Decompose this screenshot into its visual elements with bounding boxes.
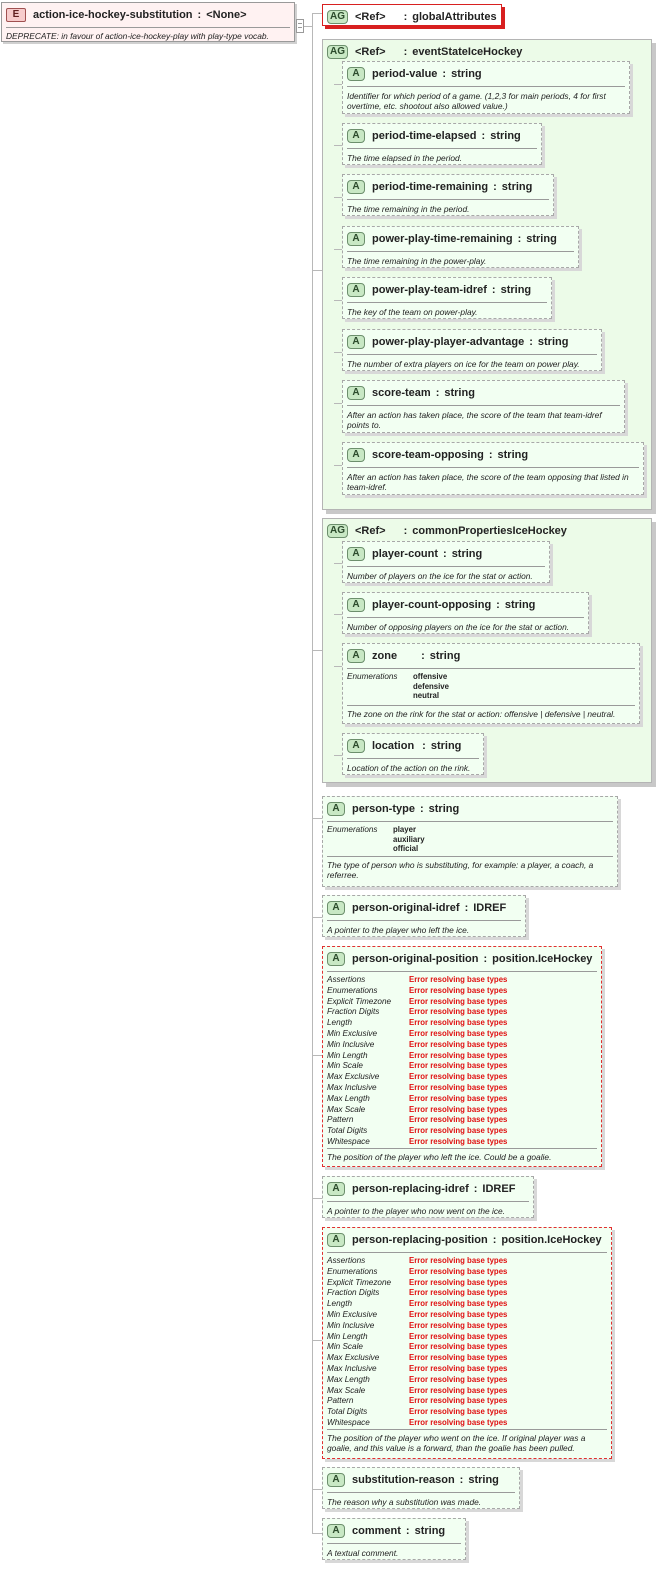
facet-value: Error resolving base types bbox=[409, 1288, 508, 1298]
attribute-badge: A bbox=[327, 802, 345, 816]
facet-label: Min Scale bbox=[327, 1342, 363, 1352]
facet-label: Max Scale bbox=[327, 1104, 366, 1114]
facet-label: Max Scale bbox=[327, 1385, 366, 1395]
attribute-power-play-time-remaining[interactable] bbox=[342, 226, 579, 268]
facet-value: Error resolving base types bbox=[409, 1039, 508, 1049]
facet-row bbox=[327, 1115, 597, 1126]
attribute-name: person-type bbox=[352, 802, 415, 815]
type-separator: : bbox=[464, 901, 469, 914]
facet-row bbox=[327, 1342, 607, 1353]
divider bbox=[327, 1148, 597, 1149]
facet-value: Error resolving base types bbox=[409, 1061, 508, 1071]
group-ref-type: eventStateIceHockey bbox=[412, 45, 523, 58]
facet-value: Error resolving base types bbox=[409, 1309, 508, 1319]
divider bbox=[347, 566, 545, 567]
facet-label: Min Length bbox=[327, 1050, 368, 1060]
enum-value: player bbox=[393, 825, 416, 834]
facet-label: Total Digits bbox=[327, 1407, 368, 1417]
attribute-zone[interactable] bbox=[342, 643, 640, 724]
type-separator: : bbox=[403, 45, 408, 58]
attribute-description: After an action has taken place, the score of the team that team-idref points to. bbox=[347, 410, 602, 430]
facet-label: Max Inclusive bbox=[327, 1082, 377, 1092]
facet-value: Error resolving base types bbox=[409, 1320, 508, 1330]
type-separator: : bbox=[435, 386, 440, 399]
connector-tick bbox=[298, 23, 302, 24]
divider bbox=[347, 251, 574, 252]
facet-row bbox=[327, 1083, 597, 1094]
facet-label: Max Length bbox=[327, 1374, 370, 1384]
attribute-type: string bbox=[451, 547, 483, 560]
facet-value: Error resolving base types bbox=[409, 975, 508, 984]
group-ref-name: <Ref> bbox=[355, 45, 386, 58]
attribute-type: IDREF bbox=[473, 901, 507, 914]
attribute-name: period-value bbox=[372, 67, 438, 80]
facet-value: Error resolving base types bbox=[409, 1299, 508, 1309]
type-separator: : bbox=[419, 802, 424, 815]
facet-list bbox=[327, 1256, 607, 1429]
divider bbox=[347, 405, 620, 406]
facet-value: Error resolving base types bbox=[409, 1028, 508, 1038]
facet-label: Fraction Digits bbox=[327, 1007, 380, 1017]
facet-label: Explicit Timezone bbox=[327, 1277, 392, 1287]
attribute-name: location bbox=[372, 739, 415, 752]
type-separator: : bbox=[473, 1182, 478, 1195]
facet-row bbox=[327, 986, 597, 997]
type-separator: : bbox=[403, 524, 408, 537]
facet-label: Length bbox=[327, 1299, 353, 1309]
facet-row bbox=[327, 1061, 597, 1072]
facet-value: Error resolving base types bbox=[409, 1256, 508, 1265]
attribute-badge: A bbox=[347, 180, 365, 194]
facet-label: Pattern bbox=[327, 1115, 354, 1125]
facet-value: Error resolving base types bbox=[409, 1374, 508, 1384]
facet-value: Error resolving base types bbox=[409, 1353, 508, 1363]
facet-label: Enumerations bbox=[327, 1266, 378, 1276]
facet-row bbox=[327, 1040, 597, 1051]
type-separator: : bbox=[496, 598, 500, 611]
attribute-type: string bbox=[444, 386, 475, 399]
attribute-type: string bbox=[414, 1524, 446, 1537]
divider bbox=[347, 148, 537, 149]
divider bbox=[327, 1492, 515, 1493]
attribute-name: power-play-player-advantage bbox=[372, 335, 525, 348]
type-separator: : bbox=[459, 1473, 464, 1486]
attribute-description: The type of person who is substituting, for example: a player, a coach, a referree. bbox=[327, 860, 594, 880]
facet-label: Assertions bbox=[327, 1256, 366, 1265]
attribute-type: string bbox=[468, 1473, 499, 1486]
attribute-type: string bbox=[428, 802, 460, 815]
attribute-location[interactable] bbox=[342, 733, 484, 775]
divider bbox=[347, 467, 639, 468]
attribute-badge: A bbox=[327, 1233, 345, 1247]
attribute-description: Number of players on the ice for the stat or action. bbox=[347, 571, 533, 581]
facet-label: Max Length bbox=[327, 1093, 370, 1103]
facet-row bbox=[327, 1375, 607, 1386]
facet-row bbox=[327, 1407, 607, 1418]
facet-value: Error resolving base types bbox=[409, 1385, 508, 1395]
attribute-description: Location of the action on the rink. bbox=[347, 763, 471, 773]
attribute-description: The number of extra players on ice for the team on power play. bbox=[347, 359, 580, 369]
facet-label: Min Inclusive bbox=[327, 1039, 375, 1049]
attribute-badge: A bbox=[347, 129, 365, 143]
facet-label: Max Exclusive bbox=[327, 1353, 380, 1363]
attribute-type: string bbox=[501, 180, 533, 193]
attribute-badge: A bbox=[347, 386, 365, 400]
attribute-description: After an action has taken place, the score of the team opposing that listed in team-idref. bbox=[347, 472, 629, 492]
facet-value: Error resolving base types bbox=[409, 1396, 508, 1406]
attribute-person-replacing-position[interactable] bbox=[322, 1227, 612, 1459]
attribute-person-original-idref[interactable] bbox=[322, 895, 526, 937]
facet-label: Min Scale bbox=[327, 1061, 363, 1071]
divider bbox=[327, 971, 597, 972]
attribute-name: substitution-reason bbox=[352, 1473, 455, 1486]
attribute-type: string bbox=[500, 283, 532, 296]
facet-label: Length bbox=[327, 1018, 353, 1028]
facet-value: Error resolving base types bbox=[409, 1266, 508, 1276]
facet-list bbox=[327, 975, 597, 1148]
divider bbox=[347, 705, 635, 706]
divider bbox=[327, 821, 613, 822]
divider bbox=[347, 86, 625, 87]
element-name: action-ice-hockey-substitution bbox=[33, 8, 193, 21]
attribute-type: string bbox=[537, 335, 569, 348]
attribute-type: string bbox=[490, 129, 521, 142]
enum-value: defensive bbox=[413, 681, 449, 691]
tree-line bbox=[312, 14, 313, 1533]
connector-tick bbox=[298, 27, 302, 28]
type-separator: : bbox=[481, 129, 486, 142]
attribute-badge: A bbox=[347, 649, 365, 663]
divider bbox=[347, 668, 635, 669]
enumerations bbox=[347, 672, 635, 701]
facet-row bbox=[327, 1396, 607, 1407]
divider bbox=[327, 1543, 461, 1544]
attribute-person-original-position[interactable] bbox=[322, 946, 602, 1167]
group-ref-name: <Ref> bbox=[355, 10, 386, 23]
attribute-description: Number of opposing players on the ice for the stat or action. bbox=[347, 622, 570, 632]
attribute-group-badge: AG bbox=[327, 45, 348, 59]
global-attributes-group[interactable] bbox=[322, 4, 502, 26]
attribute-period-time-remaining[interactable] bbox=[342, 174, 554, 216]
element-badge: E bbox=[6, 8, 26, 22]
attribute-type: position.IceHockey bbox=[492, 952, 593, 965]
attribute-period-time-elapsed[interactable] bbox=[342, 123, 542, 165]
type-separator: : bbox=[488, 448, 493, 461]
facet-label: Min Exclusive bbox=[327, 1309, 378, 1319]
type-separator: : bbox=[422, 739, 426, 752]
attribute-badge: A bbox=[347, 283, 365, 297]
attribute-type: string bbox=[429, 649, 461, 662]
attribute-description: A pointer to the player who now went on the ice. bbox=[327, 1206, 505, 1216]
attribute-name: power-play-team-idref bbox=[372, 283, 487, 296]
attribute-description: Identifier for which period of a game. (1,2,3 for main periods, 4 for first overtime, etc. shootout also allowed value.) bbox=[347, 91, 606, 111]
facet-label: Total Digits bbox=[327, 1126, 368, 1136]
attribute-type: position.IceHockey bbox=[501, 1233, 602, 1246]
facet-label: Min Exclusive bbox=[327, 1028, 378, 1038]
attribute-badge: A bbox=[347, 448, 365, 462]
facet-row bbox=[327, 997, 597, 1008]
facet-row bbox=[327, 1018, 597, 1029]
attribute-type: IDREF bbox=[482, 1182, 516, 1195]
type-separator: : bbox=[421, 649, 425, 662]
attribute-description: The reason why a substitution was made. bbox=[327, 1497, 482, 1507]
attribute-score-team[interactable] bbox=[342, 380, 625, 433]
element-type: <None> bbox=[206, 8, 247, 21]
attribute-badge: A bbox=[347, 739, 365, 753]
attribute-badge: A bbox=[347, 547, 365, 561]
attribute-badge: A bbox=[327, 1182, 345, 1196]
facet-value: Error resolving base types bbox=[409, 1072, 508, 1082]
facet-row bbox=[327, 1256, 607, 1267]
attribute-name: zone bbox=[372, 649, 398, 662]
facet-label: Assertions bbox=[327, 975, 366, 984]
divider bbox=[327, 920, 521, 921]
facet-value: Error resolving base types bbox=[409, 1407, 508, 1417]
facet-value: Error resolving base types bbox=[409, 1331, 508, 1341]
enumerations-label: Enumerations bbox=[347, 672, 398, 681]
facet-label: Max Exclusive bbox=[327, 1072, 380, 1082]
type-separator: : bbox=[493, 180, 497, 193]
facet-row bbox=[327, 1353, 607, 1364]
group-ref-type: globalAttributes bbox=[412, 10, 497, 23]
divider bbox=[6, 27, 290, 28]
facet-row bbox=[327, 1288, 607, 1299]
facet-value: Error resolving base types bbox=[409, 1417, 508, 1427]
enum-value: auxiliary bbox=[393, 834, 425, 844]
facet-value: Error resolving base types bbox=[409, 1082, 508, 1092]
facet-row bbox=[327, 1299, 607, 1310]
attribute-group-badge: AG bbox=[327, 524, 348, 538]
facet-row bbox=[327, 1094, 597, 1105]
attribute-name: person-replacing-position bbox=[352, 1233, 488, 1246]
attribute-description: The position of the player who went on the ice. If original player was a goalie, and this value is a forward, than the goalie has been pulled. bbox=[327, 1433, 586, 1453]
attribute-player-count[interactable] bbox=[342, 541, 550, 583]
attribute-power-play-team-idref[interactable] bbox=[342, 277, 552, 319]
facet-label: Explicit Timezone bbox=[327, 996, 392, 1006]
attribute-person-type[interactable] bbox=[322, 796, 618, 887]
enum-value: offensive bbox=[413, 672, 448, 681]
facet-value: Error resolving base types bbox=[409, 1104, 508, 1114]
attribute-description: The time elapsed in the period. bbox=[347, 153, 462, 163]
facet-value: Error resolving base types bbox=[409, 1018, 508, 1028]
type-separator: : bbox=[492, 1233, 497, 1246]
facet-value: Error resolving base types bbox=[409, 1115, 508, 1125]
attribute-badge: A bbox=[327, 952, 345, 966]
type-separator: : bbox=[443, 547, 447, 560]
facet-row bbox=[327, 1051, 597, 1062]
attribute-badge: A bbox=[347, 598, 365, 612]
facet-label: Whitespace bbox=[327, 1136, 370, 1146]
divider bbox=[347, 758, 479, 759]
facet-value: Error resolving base types bbox=[409, 1093, 508, 1103]
facet-label: Fraction Digits bbox=[327, 1288, 380, 1298]
attribute-description: The time remaining in the power-play. bbox=[347, 256, 487, 266]
facet-row bbox=[327, 1126, 597, 1137]
type-separator: : bbox=[197, 8, 202, 21]
attribute-substitution-reason[interactable] bbox=[322, 1467, 520, 1509]
facet-label: Enumerations bbox=[327, 985, 378, 995]
facet-row bbox=[327, 1386, 607, 1397]
facet-value: Error resolving base types bbox=[409, 1007, 508, 1017]
facet-row bbox=[327, 1321, 607, 1332]
attribute-description: The zone on the rink for the stat or action: offensive | defensive | neutral. bbox=[347, 709, 616, 719]
enum-value: neutral bbox=[413, 691, 439, 701]
enum-value: official bbox=[393, 844, 419, 854]
attribute-badge: A bbox=[347, 232, 365, 246]
attribute-description: The key of the team on power-play. bbox=[347, 307, 478, 317]
attribute-power-play-player-advantage[interactable] bbox=[342, 329, 602, 371]
attribute-name: period-time-remaining bbox=[372, 180, 489, 193]
attribute-player-count-opposing[interactable] bbox=[342, 592, 589, 634]
facet-value: Error resolving base types bbox=[409, 1136, 508, 1146]
attribute-description: The time remaining in the period. bbox=[347, 204, 470, 214]
attribute-type: string bbox=[430, 739, 462, 752]
element-description: DEPRECATE: in favour of action-ice-hockey-play with play-type vocab. bbox=[6, 31, 269, 41]
facet-row bbox=[327, 1072, 597, 1083]
facet-value: Error resolving base types bbox=[409, 1363, 508, 1373]
attribute-type: string bbox=[526, 232, 557, 245]
facet-row bbox=[327, 1364, 607, 1375]
attribute-name: player-count bbox=[372, 547, 439, 560]
divider bbox=[347, 354, 597, 355]
attribute-badge: A bbox=[347, 67, 365, 81]
root-element-box[interactable] bbox=[1, 2, 295, 42]
type-separator: : bbox=[405, 1524, 410, 1537]
divider bbox=[347, 302, 547, 303]
attribute-name: period-time-elapsed bbox=[372, 129, 477, 142]
group-ref-name: <Ref> bbox=[355, 524, 386, 537]
attribute-type: string bbox=[451, 67, 482, 80]
facet-row bbox=[327, 1278, 607, 1289]
facet-label: Min Inclusive bbox=[327, 1320, 375, 1330]
enumerations bbox=[327, 825, 613, 854]
facet-row bbox=[327, 1332, 607, 1343]
attribute-badge: A bbox=[327, 901, 345, 915]
divider bbox=[347, 199, 549, 200]
facet-value: Error resolving base types bbox=[409, 996, 508, 1006]
facet-label: Min Length bbox=[327, 1331, 368, 1341]
facet-value: Error resolving base types bbox=[409, 1126, 508, 1136]
type-separator: : bbox=[517, 232, 522, 245]
attribute-description: A textual comment. bbox=[327, 1548, 399, 1558]
attribute-comment[interactable] bbox=[322, 1518, 466, 1560]
divider bbox=[327, 1429, 607, 1430]
attribute-score-team-opposing[interactable] bbox=[342, 442, 644, 495]
attribute-group-badge: AG bbox=[327, 10, 348, 24]
divider bbox=[327, 856, 613, 857]
facet-row bbox=[327, 975, 597, 986]
type-separator: : bbox=[483, 952, 488, 965]
facet-row bbox=[327, 1418, 607, 1429]
facet-value: Error resolving base types bbox=[409, 1050, 508, 1060]
attribute-name: comment bbox=[352, 1524, 401, 1537]
facet-label: Pattern bbox=[327, 1396, 354, 1406]
facet-row bbox=[327, 1029, 597, 1040]
facet-row bbox=[327, 1137, 597, 1148]
attribute-name: person-original-idref bbox=[352, 901, 460, 914]
attribute-period-value[interactable] bbox=[342, 61, 630, 114]
attribute-name: person-replacing-idref bbox=[352, 1182, 469, 1195]
attribute-person-replacing-idref[interactable] bbox=[322, 1176, 534, 1218]
facet-value: Error resolving base types bbox=[409, 1277, 508, 1287]
attribute-badge: A bbox=[327, 1524, 345, 1538]
divider bbox=[347, 617, 584, 618]
sequence-connector bbox=[296, 19, 304, 33]
attribute-description: A pointer to the player who left the ice. bbox=[327, 925, 470, 935]
attribute-badge: A bbox=[347, 335, 365, 349]
facet-label: Whitespace bbox=[327, 1417, 370, 1427]
attribute-name: person-original-position bbox=[352, 952, 479, 965]
divider bbox=[327, 1201, 529, 1202]
type-separator: : bbox=[529, 335, 533, 348]
attribute-type: string bbox=[497, 448, 529, 461]
type-separator: : bbox=[442, 67, 447, 80]
facet-row bbox=[327, 1007, 597, 1018]
facet-row bbox=[327, 1310, 607, 1321]
facet-value: Error resolving base types bbox=[409, 1342, 508, 1352]
attribute-name: player-count-opposing bbox=[372, 598, 492, 611]
group-ref-type: commonPropertiesIceHockey bbox=[412, 524, 567, 537]
divider bbox=[327, 1252, 607, 1253]
attribute-description: The position of the player who left the ice. Could be a goalie. bbox=[327, 1152, 552, 1162]
attribute-badge: A bbox=[327, 1473, 345, 1487]
type-separator: : bbox=[491, 283, 496, 296]
facet-row bbox=[327, 1105, 597, 1116]
attribute-name: power-play-time-remaining bbox=[372, 232, 513, 245]
type-separator: : bbox=[403, 10, 408, 23]
attribute-type: string bbox=[504, 598, 536, 611]
attribute-name: score-team-opposing bbox=[372, 448, 484, 461]
attribute-name: score-team bbox=[372, 386, 431, 399]
facet-value: Error resolving base types bbox=[409, 985, 508, 995]
enumerations-label: Enumerations bbox=[327, 825, 378, 834]
facet-row bbox=[327, 1267, 607, 1278]
facet-label: Max Inclusive bbox=[327, 1363, 377, 1373]
